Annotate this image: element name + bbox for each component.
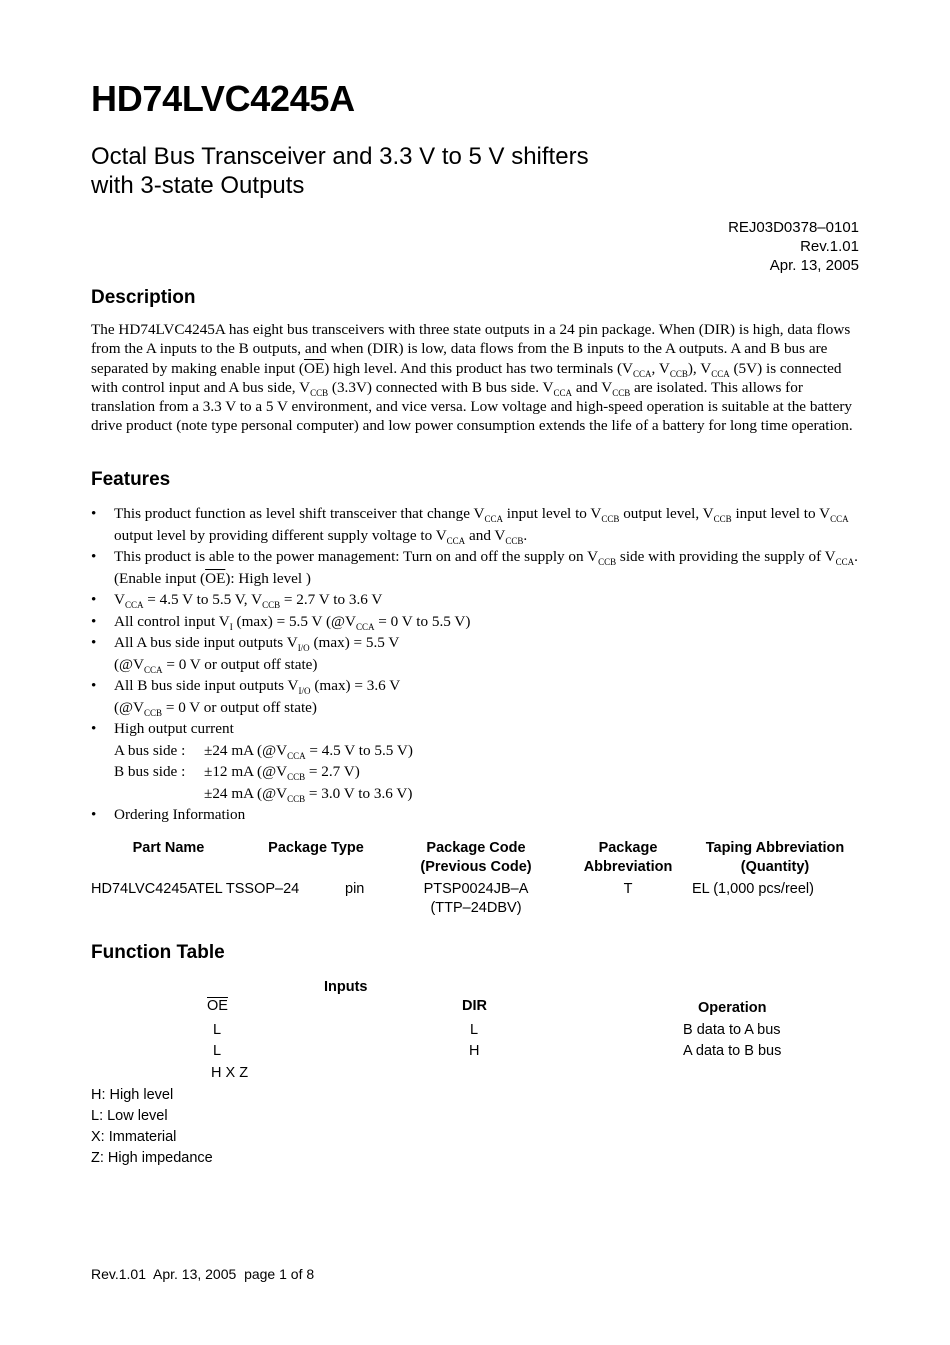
feature-item <box>91 632 861 675</box>
header-package-code <box>401 839 551 877</box>
text: ±24 mA (@V <box>204 741 288 759</box>
text: (@V <box>114 698 145 716</box>
legend-item: L: Low level <box>91 1108 168 1124</box>
text: The HD74LVC4245A has eight bus transceivers with three state outputs in a 24 pin package. When (DIR) is high, data flows from the A inputs to the B outputs, and when (DIR) is low, data flows from the B inputs to the A outputs. A and B bus are separated by making enable input ( <box>91 321 851 377</box>
header-line: (Previous Code) <box>420 859 532 875</box>
text: are isolated. This allows for translation from a 3.3 V to a 5 V environment, and vice versa. Low voltage and high-speed operation is suitable at the battery drive product (note type personal computer) and low power consumption extends the life of a battery for long time operation. <box>91 378 853 435</box>
row2-operation: A data to B bus <box>683 1043 782 1059</box>
text: All A bus side input outputs V <box>114 634 298 651</box>
row3-oe: H X Z <box>211 1065 249 1081</box>
text: input level to V <box>502 505 602 522</box>
feature-item <box>91 718 861 804</box>
text: = 0 V or output off state) <box>162 655 318 673</box>
revision-date: Apr. 13, 2005 <box>769 257 859 274</box>
text: . <box>523 526 528 544</box>
feature-item <box>91 675 861 718</box>
text: (max) = 5.5 V <box>309 634 400 651</box>
subscript: CCA <box>446 535 466 546</box>
text: = 2.7 V) <box>305 763 360 780</box>
subscript: CCB <box>505 535 524 546</box>
cell-pin: pin <box>345 881 365 897</box>
header-line: Taping Abbreviation <box>705 840 845 856</box>
subscript: CCA <box>633 368 652 379</box>
text: (max) = 3.6 V <box>310 677 401 694</box>
header-line: (Quantity) <box>740 859 810 875</box>
output-current-table <box>114 740 413 805</box>
row2-oe: L <box>213 1043 222 1059</box>
text: All control input V <box>114 612 230 630</box>
cell-package-code <box>401 880 551 918</box>
subscript: CCB <box>713 514 732 524</box>
text: = 4.5 V to 5.5 V, V <box>143 591 263 608</box>
document-subtitle <box>91 142 589 200</box>
subscript: CCA <box>835 557 855 567</box>
cell-package-abbreviation: T <box>623 881 633 897</box>
subscript: CCB <box>601 514 620 524</box>
text: This product function as level shift transceiver that change V <box>114 505 485 522</box>
cell-part-name: HD74LVC4245ATEL TSSOP–24 <box>91 881 300 897</box>
cell-taping: EL (1,000 pcs/reel) <box>692 881 814 897</box>
legend-item: H: High level <box>91 1087 174 1103</box>
subscript: CCA <box>355 621 375 632</box>
feature-item <box>91 503 861 546</box>
text: ±24 mA (@V <box>204 784 288 802</box>
header-line: Package Code <box>426 840 526 856</box>
page-footer: Rev.1.01 Apr. 13, 2005 page 1 of 8 <box>91 1266 315 1282</box>
cell-line: PTSP0024JB–A <box>423 881 529 897</box>
oe-overline: $\overline{OE}$ <box>303 359 325 377</box>
subtitle-line-2: with 3-state Outputs <box>91 172 305 199</box>
subscript: CCB <box>612 387 631 398</box>
feature-item <box>91 589 861 611</box>
features-list <box>91 503 861 826</box>
text: = 0 V to 5.5 V) <box>374 612 471 630</box>
feature-title: • High output current <box>114 720 234 737</box>
subscript: CCB <box>598 557 617 567</box>
operation-column-header: Operation <box>698 1000 767 1016</box>
feature-item: • Ordering Information <box>91 804 861 826</box>
subscript: CCB <box>287 793 306 804</box>
header-taping-abbreviation <box>697 839 853 877</box>
text: ): High level ) <box>225 569 311 587</box>
text: ) high level. And this product has two terminals (V <box>324 359 633 377</box>
oe-overline: $\overline{OE}$ <box>205 569 226 587</box>
text: input level to V <box>731 505 831 522</box>
description-paragraph <box>91 320 861 436</box>
text: V <box>114 591 125 608</box>
subscript: CCA <box>124 600 144 610</box>
value <box>204 783 413 805</box>
subtitle-line-1: Octal Bus Transceiver and 3.3 V to 5 V shifters <box>91 143 589 170</box>
function-table-heading: Function Table <box>91 942 225 963</box>
cell-line: (TTP–24DBV) <box>430 900 522 916</box>
text: = 0 V or output off state) <box>162 698 317 716</box>
header-package-abbreviation <box>567 839 689 877</box>
dir-column-header: DIR <box>462 998 487 1014</box>
subscript: CCB <box>669 368 688 379</box>
text: = 3.0 V to 3.6 V) <box>305 784 413 802</box>
subscript: CCB <box>287 772 306 782</box>
value <box>204 740 413 762</box>
subscript: I/O <box>298 686 311 696</box>
feature-item <box>91 611 861 633</box>
header-line: Abbreviation <box>583 859 673 875</box>
inputs-label: Inputs <box>324 979 368 995</box>
document-number: REJ03D0378–0101 <box>728 219 859 236</box>
document-meta <box>728 218 859 275</box>
ordering-table <box>91 839 861 919</box>
subscript: I/O <box>297 643 310 653</box>
subscript: CCB <box>262 600 281 610</box>
oe-column-header: $\overline{OE}$ <box>207 998 228 1014</box>
subscript: CCA <box>830 514 849 524</box>
row2-dir: H <box>469 1043 480 1059</box>
label: B bus side : <box>114 763 186 780</box>
value <box>204 761 413 783</box>
header-package-type: Package Type <box>268 840 364 856</box>
feature-item <box>91 546 861 589</box>
subscript: CCB <box>310 387 329 398</box>
text: (@V <box>114 655 145 673</box>
subscript: CCB <box>144 707 163 718</box>
text: and V <box>465 526 506 544</box>
text: (max) = 5.5 V (@V <box>232 612 356 630</box>
subscript: CCA <box>144 664 163 675</box>
header-line: Package <box>598 840 658 856</box>
revision: Rev.1.01 <box>800 238 859 255</box>
row1-oe: L <box>213 1022 222 1038</box>
row1-operation: B data to A bus <box>683 1022 781 1038</box>
text: , V <box>651 359 670 377</box>
text: ), V <box>687 359 712 377</box>
legend-item: Z: High impedance <box>91 1150 213 1166</box>
label: A bus side : <box>114 741 186 759</box>
row1-dir: L <box>470 1022 479 1038</box>
text: output level, V <box>619 505 714 522</box>
text: This product is able to the power management: Turn on and off the supply on V <box>114 548 599 565</box>
document-title: HD74LVC4245A <box>91 78 355 119</box>
text: ±12 mA (@V <box>204 763 288 780</box>
text: . (Enable input ( <box>114 548 858 587</box>
description-heading: Description <box>91 287 196 308</box>
text: = 4.5 V to 5.5 V) <box>305 741 413 759</box>
text: output level by providing different supply voltage to V <box>114 526 447 544</box>
legend-item: X: Immaterial <box>91 1129 177 1145</box>
text: side with providing the supply of V <box>616 548 836 565</box>
text: All B bus side input outputs V <box>114 677 299 694</box>
subscript: I <box>229 621 233 632</box>
header-part-name: Part Name <box>132 840 205 856</box>
text: (3.3V) connected with B bus side. V <box>328 378 554 396</box>
subscript: CCA <box>287 750 306 761</box>
features-heading: Features <box>91 469 171 490</box>
function-table-legend <box>91 1085 213 1169</box>
text: = 2.7 V to 3.6 V <box>280 591 383 608</box>
text: (5V) is connected with control input and A bus side, V <box>91 359 842 396</box>
subscript: CCA <box>553 387 573 398</box>
subscript: CCA <box>484 514 503 524</box>
text: and V <box>572 378 613 396</box>
subscript: CCA <box>711 368 730 379</box>
